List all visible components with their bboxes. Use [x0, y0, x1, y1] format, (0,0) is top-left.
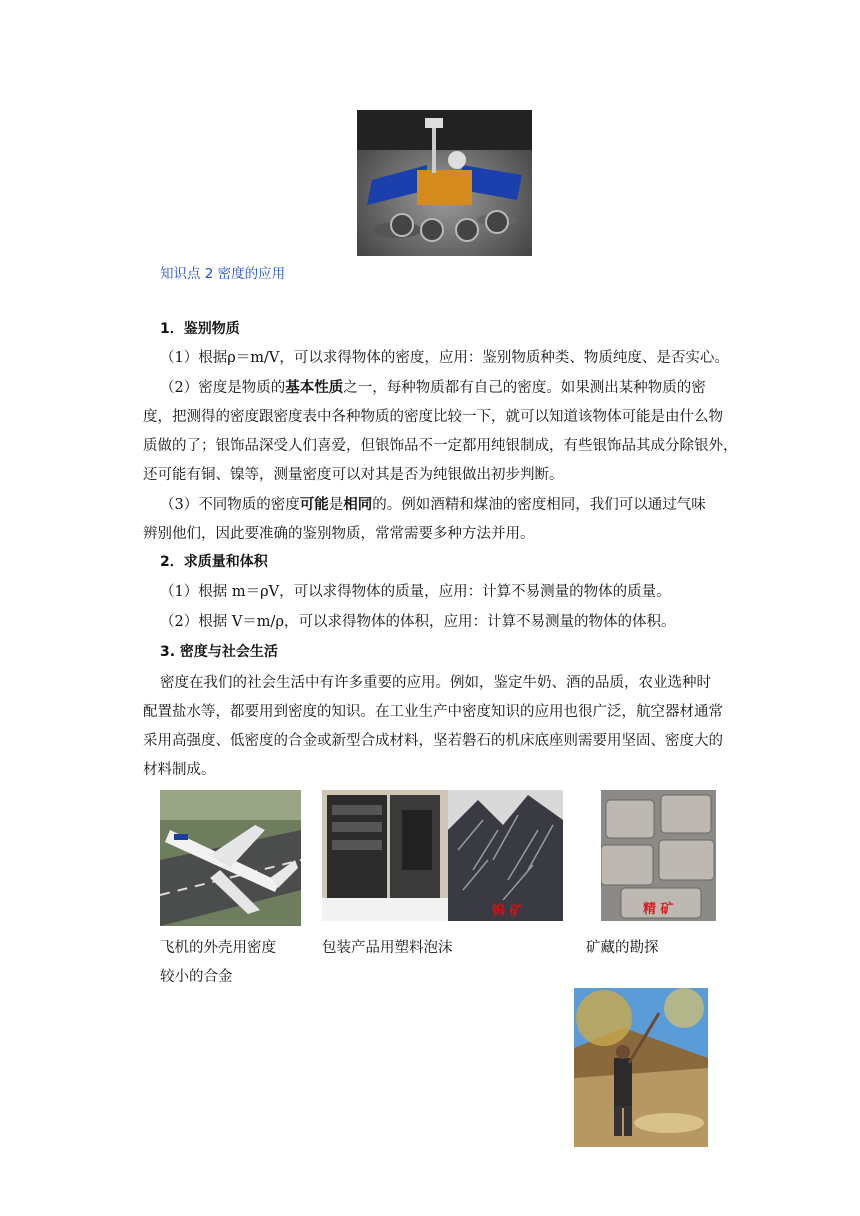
- s3-line-1: 密度在我们的社会生活中有许多重要的应用。例如，鉴定牛奶、酒的品质，农业选种时: [160, 675, 711, 691]
- caption-foam: 包装产品用塑料泡沫: [322, 940, 453, 956]
- s1-para-2-line-3: 质做的了；银饰品深受人们喜爱，但银饰品不一定都用纯银制成，有些银饰品其成分除银外，: [143, 438, 738, 454]
- s1-p2-text-a: （2）密度是物质的: [160, 380, 286, 396]
- s3-line-2: 配置盐水等，都要用到密度的知识。在工业生产中密度知识的应用也很广泛，航空器材通常: [143, 704, 723, 720]
- tungsten-ore-image: [448, 790, 563, 921]
- s1-para-2-line-1: [160, 376, 706, 397]
- s3-line-3: 采用高强度、低密度的合金或新型合成材料，坚若磐石的机床底座则需要用坚固、密度大的: [143, 733, 723, 749]
- s1-para-3-line-1: [160, 493, 706, 514]
- s1-p2-bold: 基本性质: [285, 380, 344, 396]
- s1-p3-bold-1: 可能: [299, 497, 329, 513]
- s2-para-1: （1）根据 m＝ρV，可以求得物体的质量，应用：计算不易测量的物体的质量。: [160, 584, 671, 600]
- s1-para-2-line-2: 度，把测得的密度跟密度表中各种物质的密度比较一下，就可以知道该物体可能是由什么物: [143, 409, 723, 425]
- s1-para-3-line-2: 辨别他们，因此要准确的鉴别物质，常常需要多种方法并用。: [143, 526, 535, 542]
- lunar-rover-image: [357, 110, 532, 256]
- s1-p2-text-b: 之一，每种物质都有自己的密度。如果测出某种物质的密: [343, 380, 706, 396]
- caption-airplane-line-1: 飞机的外壳用密度: [160, 940, 276, 956]
- section-1-title: 1．鉴别物质: [160, 321, 240, 337]
- farmer-winnowing-image: [574, 988, 708, 1147]
- s1-para-1: （1）根据ρ＝m/V，可以求得物体的密度，应用：鉴别物质种类、物质纯度、是否实心。: [160, 350, 729, 366]
- caption-mine: 矿藏的勘探: [586, 940, 659, 956]
- caption-airplane-line-2: 较小的合金: [160, 969, 233, 985]
- s1-p3-bold-2: 相同: [343, 497, 373, 513]
- packaging-foam-image: [322, 790, 448, 921]
- s1-para-2-line-4: 还可能有铜、镍等，测量密度可以对其是否为纯银做出初步判断。: [143, 467, 564, 483]
- section-3-title: 3. 密度与社会生活: [160, 644, 278, 660]
- ore-label-concentrate: 精 矿: [643, 902, 674, 917]
- airplane-image: [160, 790, 301, 926]
- section-2-title: 2．求质量和体积: [160, 554, 268, 570]
- s2-para-2: （2）根据 V＝m/ρ，可以求得物体的体积，应用：计算不易测量的物体的体积。: [160, 614, 676, 630]
- concentrate-ore-image: [601, 790, 716, 921]
- s3-line-4: 材料制成。: [143, 762, 216, 778]
- s1-p3-text-a: （3）不同物质的密度: [160, 497, 300, 513]
- s1-p3-text-b: 是: [328, 497, 344, 513]
- s1-p3-text-c: 的。例如酒精和煤油的密度相同，我们可以通过气味: [372, 497, 706, 513]
- section-heading: 知识点 2 密度的应用: [160, 266, 286, 282]
- ore-label-tungsten: 钨 矿: [492, 904, 523, 919]
